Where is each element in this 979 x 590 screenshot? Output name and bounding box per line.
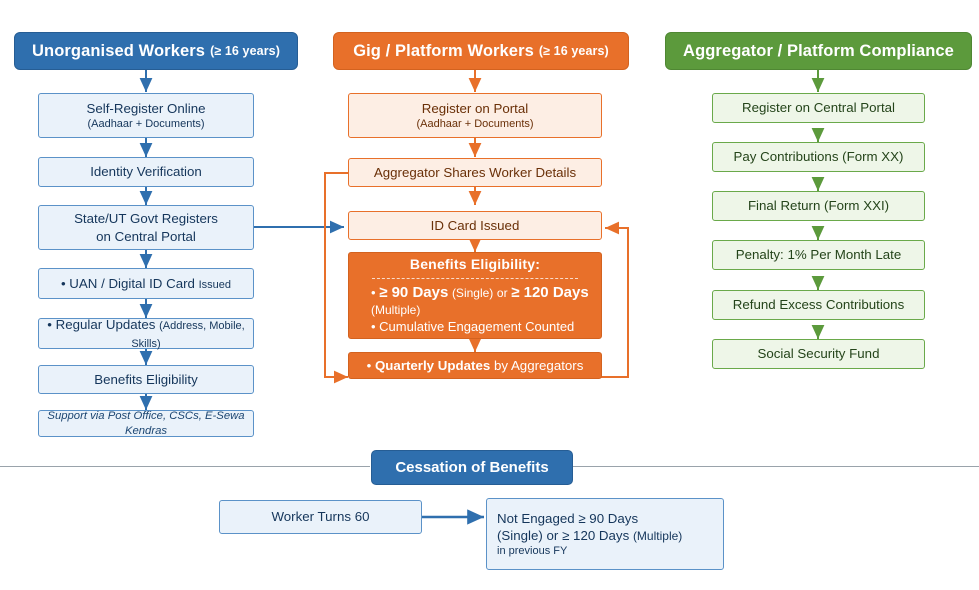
not-engaged-single: (Single) [497,527,543,543]
benefits-days-multiple: ≥ 120 Days [511,283,589,301]
header-unorganised-note: (≥ 16 years) [210,44,280,58]
box-identity-verification[interactable] [38,157,254,187]
box-line-1: Benefits Eligibility [94,371,198,387]
quarterly-line [367,357,584,374]
quarterly-bold: Quarterly Updates [374,357,491,373]
benefits-multiple-note: (Multiple) [371,302,421,317]
benefits-or: or [496,285,508,300]
box-id-card-issued[interactable] [348,211,602,240]
not-engaged-days-multiple: ≥ 120 Days [562,527,630,543]
box-line-1: State/UT Govt Registers [74,211,218,227]
box-self-register-online[interactable] [38,93,254,138]
not-engaged-line-2 [497,527,682,544]
box-line-1: Penalty: 1% Per Month Late [735,247,902,263]
header-gig-platform-workers [333,32,629,70]
box-line-1 [45,316,247,350]
box-regular-updates[interactable] [38,318,254,349]
box-state-ut-govt-registers[interactable] [38,205,254,250]
box-line-1: Worker Turns 60 [271,509,370,525]
not-engaged-in: in [497,545,506,558]
box-benefits-eligibility-unorganised[interactable] [38,365,254,394]
box-penalty-late[interactable] [712,240,925,270]
box-line-1: Aggregator Shares Worker Details [373,164,577,180]
quarterly-rest: by Aggregators [493,357,584,373]
box-register-central-portal[interactable] [712,93,925,123]
box-aggregator-shares-worker-details[interactable] [348,158,602,187]
box-line-1: Register on Central Portal [742,100,895,116]
header-aggregator-compliance [665,32,972,70]
header-gig-title: Gig / Platform Workers [353,41,534,60]
box-line-1-main: • Regular Updates [47,317,156,333]
benefits-rule-days [355,283,595,319]
box-refund-excess-contributions[interactable] [712,290,925,320]
not-engaged-line-3 [497,544,567,558]
benefits-title: Benefits Eligibility: [409,255,541,272]
box-line-1: Self-Register Online [86,100,206,116]
benefits-rule-cumulative: • Cumulative Engagement Counted [371,318,575,334]
not-engaged-multiple: (Multiple) [632,528,683,543]
not-engaged-fy: previous FY [508,545,568,558]
box-line-1-note: Issued [198,278,232,291]
box-final-return[interactable] [712,191,925,221]
header-aggregator-title: Aggregator / Platform Compliance [683,41,954,60]
box-benefits-eligibility-gig[interactable] [348,252,602,339]
not-engaged-or: or [546,527,559,543]
box-uan-digital-id-card[interactable] [38,268,254,299]
box-line-1-note: (Address, Mobile, Skills) [131,320,245,350]
box-not-engaged[interactable] [486,498,724,570]
box-worker-turns-60[interactable] [219,500,422,534]
box-line-1: Support via Post Office, CSCs, E-Sewa Kendras [47,410,245,437]
not-engaged-line-1: Not Engaged ≥ 90 Days [497,510,639,526]
header-gig-note: (≥ 16 years) [538,44,609,58]
box-pay-contributions[interactable] [712,142,925,172]
benefits-days-single: ≥ 90 Days [379,283,449,301]
cessation-title: Cessation of Benefits [395,459,549,476]
header-unorganised-title: Unorganised Workers [32,41,206,60]
box-support-channels[interactable] [38,410,254,437]
box-line-1: Identity Verification [90,164,202,180]
box-line-1: Final Return (Form XXI) [747,198,890,214]
divider-dashed [372,278,578,279]
box-line-1: ID Card Issued [430,217,520,233]
box-register-on-portal[interactable] [348,93,602,138]
box-line-2: (Aadhaar + Documents) [87,117,205,130]
box-line-1: Refund Excess Contributions [732,297,905,313]
bullet-glyph: • [366,357,372,373]
bullet-glyph: • [371,284,376,300]
box-line-1: Pay Contributions (Form XX) [733,149,904,165]
header-unorganised-workers [14,32,298,70]
benefits-single-note: (Single) [451,285,494,300]
box-line-1: Register on Portal [421,100,529,116]
cessation-rule-left [0,466,370,467]
box-line-1-main: • UAN / Digital ID Card [60,275,195,291]
box-line-2: (Aadhaar + Documents) [416,117,534,130]
box-line-1 [61,275,231,292]
cessation-title-badge [371,450,573,485]
box-quarterly-updates[interactable] [348,352,602,379]
cessation-rule-right [572,466,979,467]
box-social-security-fund[interactable] [712,339,925,369]
box-line-1: Social Security Fund [757,346,880,362]
box-line-2: on Central Portal [96,228,196,244]
